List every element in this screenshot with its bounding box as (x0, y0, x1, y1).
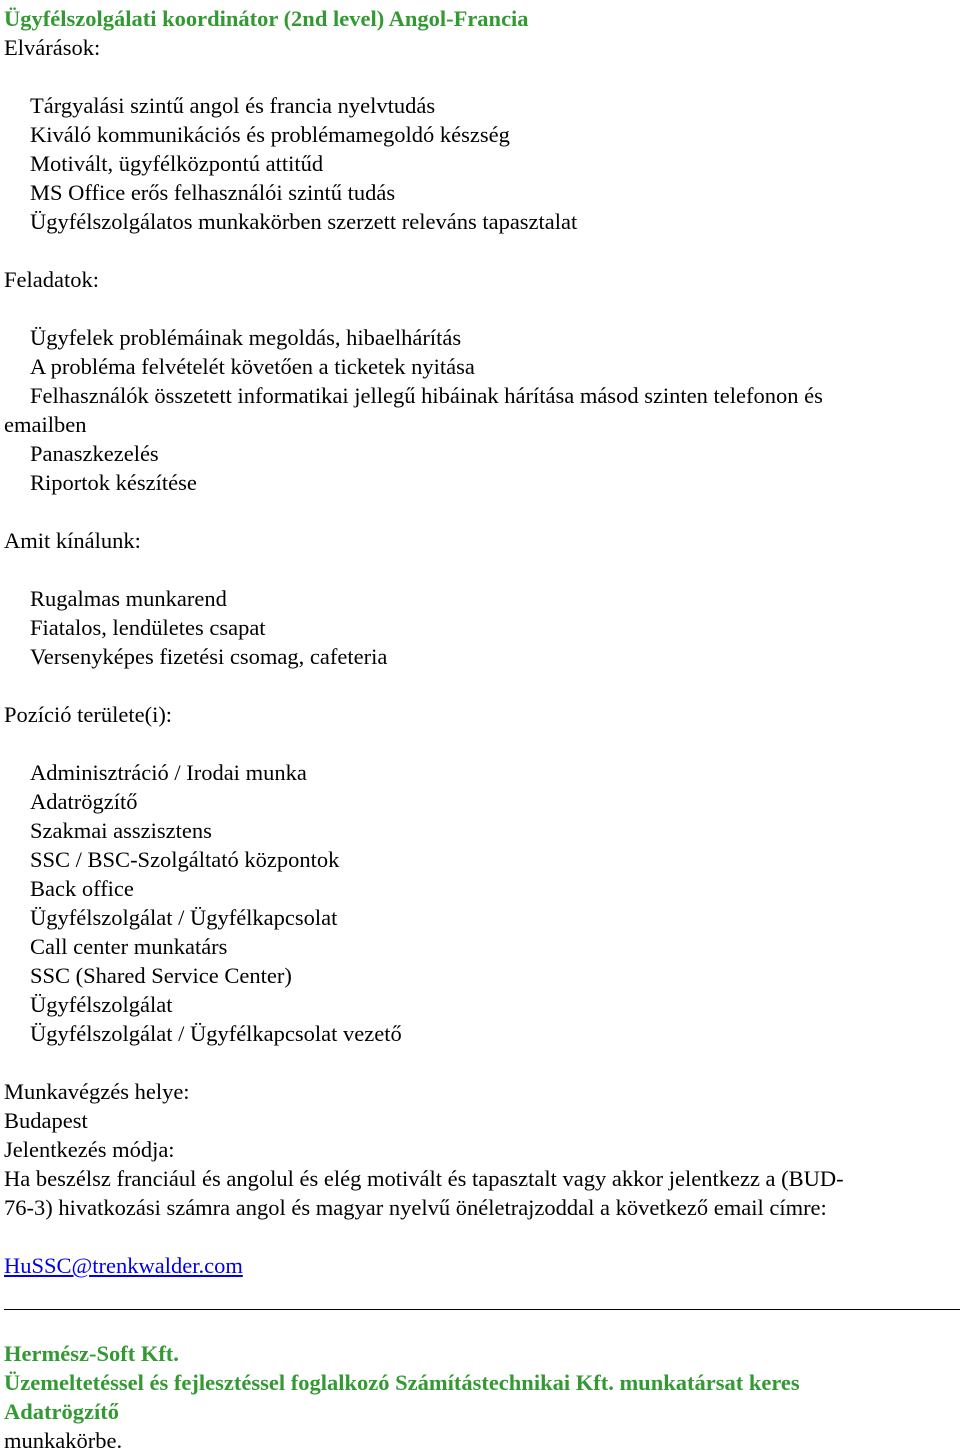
list-item: Ügyfélszolgálat / Ügyfélkapcsolat (30, 905, 338, 930)
areas-list (4, 758, 956, 1048)
location-value: Budapest (4, 1108, 88, 1133)
list-item: Ügyfélszolgálatos munkakörben szerzett releváns tapasztalat (30, 209, 578, 234)
spacer (4, 1222, 956, 1251)
list-item: SSC (Shared Service Center) (30, 963, 292, 988)
spacer (4, 236, 956, 265)
list-item: Ügyfelek problémáinak megoldás, hibaelhárítás (30, 325, 462, 350)
email-link[interactable]: HuSSC@trenkwalder.com (4, 1253, 243, 1278)
requirements-list (4, 91, 956, 236)
list-item: SSC / BSC-Szolgáltató központok (30, 847, 340, 872)
list-item: Versenyképes fizetési csomag, cafeteria (30, 644, 388, 669)
offer-heading: Amit kínálunk: (4, 528, 141, 553)
tasks-heading: Feladatok: (4, 267, 99, 292)
apply-text-line-1: Ha beszélsz franciául és angolul és elég motivált és tapasztalt vagy akkor jelentkezz a (BUD- (4, 1166, 844, 1191)
spacer (4, 555, 956, 584)
spacer (4, 62, 956, 91)
next-ad-headline: Üzemeltetéssel és fejlesztéssel foglalkozó Számítástechnikai Kft. munkatársat keres (4, 1370, 800, 1395)
list-item: Adminisztráció / Irodai munka (30, 760, 307, 785)
job-title: Ügyfélszolgálati koordinátor (2nd level) Angol-Francia (4, 6, 529, 31)
tasks-list (4, 323, 956, 497)
list-item: Ügyfélszolgálat / Ügyfélkapcsolat vezető (30, 1021, 402, 1046)
spacer (4, 1048, 956, 1077)
list-item: Call center munkatárs (30, 934, 228, 959)
offer-list (4, 584, 956, 671)
apply-text-line-2: 76-3) hivatkozási számra angol és magyar nyelvű önéletrajzoddal a következő email címre: (4, 1195, 827, 1220)
list-item: Tárgyalási szintű angol és francia nyelvtudás (30, 93, 436, 118)
list-item: MS Office erős felhasználói szintű tudás (30, 180, 396, 205)
spacer (4, 671, 956, 700)
section-divider (4, 1309, 960, 1310)
location-heading: Munkavégzés helye: (4, 1079, 190, 1104)
list-item: Kiváló kommunikációs és problémamegoldó készség (30, 122, 510, 147)
list-item: Rugalmas munkarend (30, 586, 227, 611)
requirements-heading: Elvárások: (4, 35, 101, 60)
next-ad-position: Adatrögzítő (4, 1399, 119, 1424)
next-ad-company: Hermész-Soft Kft. (4, 1341, 179, 1366)
spacer (4, 497, 956, 526)
list-item: Felhasználók összetett informatikai jellegű hibáinak hárítása másod szinten telefonon és (30, 383, 823, 408)
list-item: A probléma felvételét követően a ticketek nyitása (30, 354, 475, 379)
next-ad-tail: munkakörbe. (4, 1428, 123, 1453)
list-item: Adatrögzítő (30, 789, 138, 814)
list-item: Panaszkezelés (30, 441, 159, 466)
spacer (4, 729, 956, 758)
areas-heading: Pozíció területe(i): (4, 702, 173, 727)
spacer (4, 294, 956, 323)
list-item: Fiatalos, lendületes csapat (30, 615, 266, 640)
list-item: Szakmai asszisztens (30, 818, 212, 843)
list-item: Back office (30, 876, 134, 901)
list-item: Ügyfélszolgálat (30, 992, 173, 1017)
list-item-continuation: emailben (4, 412, 87, 437)
list-item: Riportok készítése (30, 470, 197, 495)
list-item: Motivált, ügyfélközpontú attitűd (30, 151, 324, 176)
apply-heading: Jelentkezés módja: (4, 1137, 175, 1162)
